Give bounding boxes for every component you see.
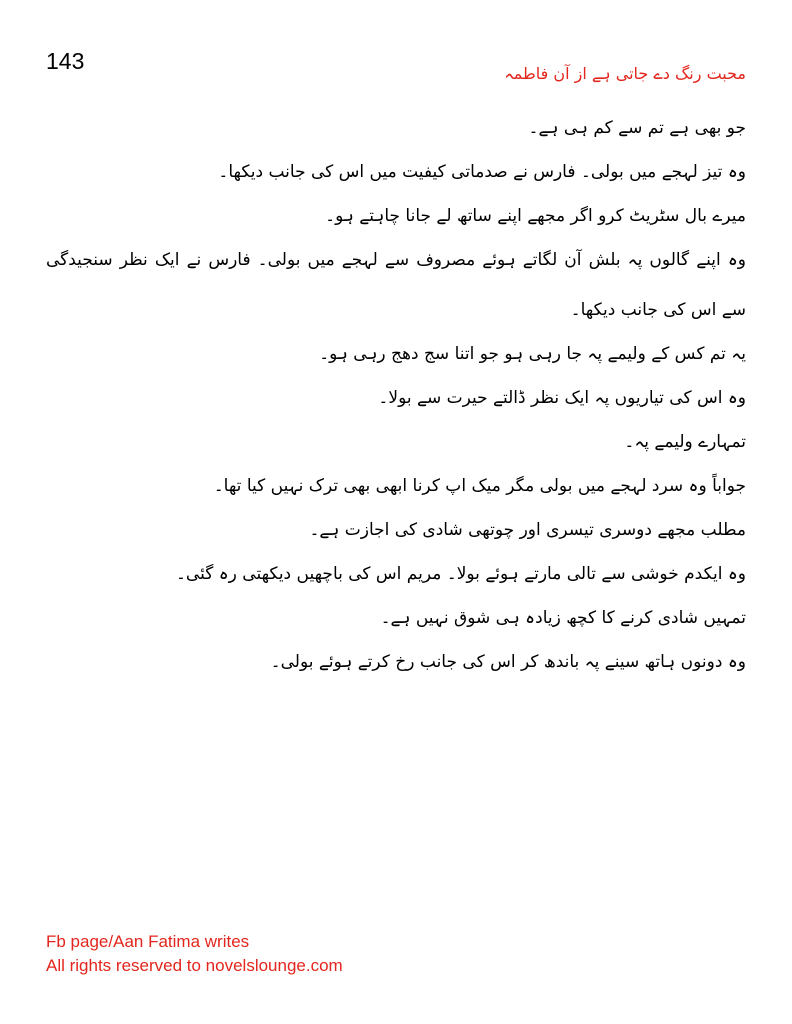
footer-fb-page: Fb page/Aan Fatima writes [46, 932, 250, 951]
story-body [46, 106, 746, 684]
paragraph: یہ تم کس کے ولیمے پہ جا رہی ہو جو اتنا سج دھج رہی ہو۔ [319, 344, 746, 364]
footer-credits [46, 930, 343, 978]
page-number: 143 [46, 48, 85, 74]
paragraph: وہ اس کی تیاریوں پہ ایک نظر ڈالتے حیرت سے بولا۔ [378, 388, 746, 408]
paragraph: وہ دونوں ہاتھ سینے پہ باندھ کر اس کی جانب رخ کرتے ہوئے بولی۔ [270, 652, 746, 672]
paragraph: وہ تیز لہجے میں بولی۔ فارس نے صدماتی کیفیت میں اس کی جانب دیکھا۔ [218, 162, 746, 182]
paragraph: تمہیں شادی کرنے کا کچھ زیادہ ہی شوق نہیں ہے۔ [380, 608, 746, 628]
paragraph: میرے بال سٹریٹ کرو اگر مجھے اپنے ساتھ لے جانا چاہتے ہو۔ [325, 206, 746, 226]
paragraph: جواباً وہ سرد لہجے میں بولی مگر میک اپ کرنا ابھی بھی ترک نہیں کیا تھا۔ [213, 476, 746, 496]
paragraph: جو بھی ہے تم سے کم ہی ہے۔ [528, 118, 746, 138]
footer-rights: All rights reserved to novelslounge.com [46, 956, 343, 975]
book-title-header: محبت رنگ دے جاتی ہے از آن فاطمہ [504, 64, 746, 83]
paragraph: وہ ایکدم خوشی سے تالی مارتے ہوئے بولا۔ مریم اس کی باچھیں دیکھتی رہ گئی۔ [175, 564, 746, 584]
paragraph: تمہارے ولیمے پہ۔ [624, 432, 746, 452]
paragraph: مطلب مجھے دوسری تیسری اور چوتھی شادی کی اجازت ہے۔ [309, 520, 746, 540]
paragraph: وہ اپنے گالوں پہ بلش آن لگاتے ہوئے مصروف سے لہجے میں بولی۔ فارس نے ایک نظر سنجیدگی سے اس کی جانب دیکھا۔ [46, 250, 746, 320]
